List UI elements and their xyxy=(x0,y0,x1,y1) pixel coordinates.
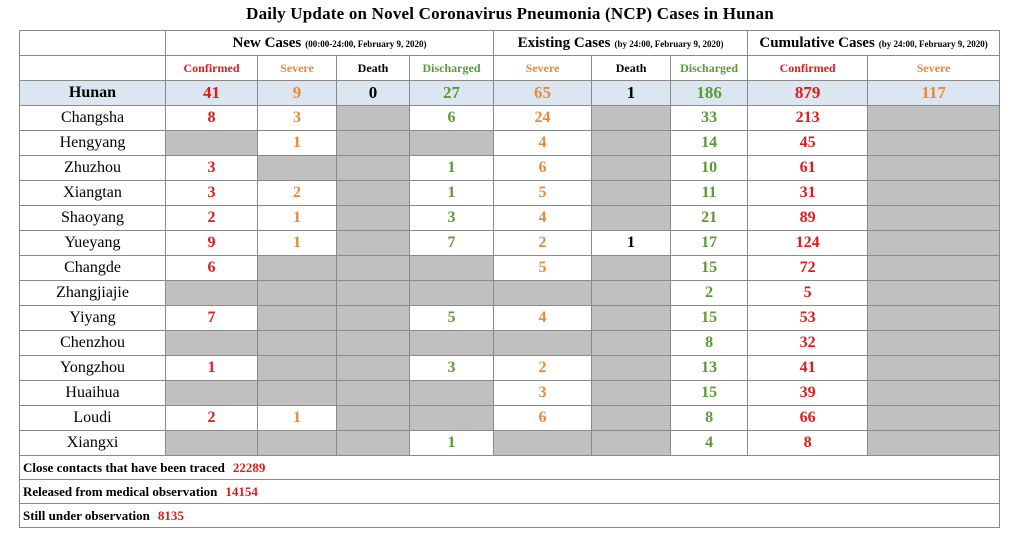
table-body xyxy=(20,31,1000,528)
footer-value: 8135 xyxy=(157,507,184,523)
empty-cell xyxy=(166,381,258,406)
value-cell: 117 xyxy=(868,81,1000,106)
empty-cell xyxy=(410,281,494,306)
empty-cell xyxy=(337,406,410,431)
group-title: Existing Cases xyxy=(517,35,611,51)
empty-cell xyxy=(337,331,410,356)
value-cell: 1 xyxy=(410,181,494,206)
cases-table xyxy=(19,30,1000,528)
group-title: New Cases xyxy=(232,35,302,51)
group-note: (by 24:00, February 9, 2020) xyxy=(614,39,724,49)
value-cell: 6 xyxy=(166,256,258,281)
page-title: Daily Update on Novel Coronavirus Pneumonia (NCP) Cases in Hunan xyxy=(246,4,774,23)
value-cell: 4 xyxy=(494,206,592,231)
value-cell: 14 xyxy=(671,131,748,156)
empty-cell xyxy=(592,156,671,181)
table-row xyxy=(20,131,1000,156)
value-cell: 15 xyxy=(671,256,748,281)
value-cell: 879 xyxy=(748,81,868,106)
empty-cell xyxy=(592,256,671,281)
value-cell: 3 xyxy=(494,381,592,406)
footer-row xyxy=(20,504,1000,528)
value-cell: 213 xyxy=(748,106,868,131)
empty-cell xyxy=(592,406,671,431)
empty-cell xyxy=(592,106,671,131)
city-name: Shaoyang xyxy=(20,206,166,231)
value-cell: 5 xyxy=(410,306,494,331)
value-cell: 41 xyxy=(166,81,258,106)
empty-cell xyxy=(592,181,671,206)
column-header-confirmed: Confirmed xyxy=(166,56,258,81)
value-cell: 3 xyxy=(258,106,337,131)
empty-cell xyxy=(258,356,337,381)
value-cell: 15 xyxy=(671,381,748,406)
value-cell: 6 xyxy=(494,156,592,181)
empty-cell xyxy=(592,431,671,456)
value-cell: 15 xyxy=(671,306,748,331)
empty-cell xyxy=(166,431,258,456)
empty-cell xyxy=(410,331,494,356)
empty-cell xyxy=(410,131,494,156)
value-cell: 6 xyxy=(494,406,592,431)
value-cell: 53 xyxy=(748,306,868,331)
table-row xyxy=(20,306,1000,331)
table-row xyxy=(20,256,1000,281)
footer-row xyxy=(20,456,1000,480)
value-cell: 124 xyxy=(748,231,868,256)
value-cell: 24 xyxy=(494,106,592,131)
empty-cell xyxy=(258,256,337,281)
value-cell: 7 xyxy=(166,306,258,331)
value-cell: 1 xyxy=(258,206,337,231)
empty-cell xyxy=(592,281,671,306)
value-cell: 9 xyxy=(258,81,337,106)
empty-cell xyxy=(868,106,1000,131)
city-name: Changsha xyxy=(20,106,166,131)
value-cell: 72 xyxy=(748,256,868,281)
empty-cell xyxy=(258,306,337,331)
empty-cell xyxy=(258,281,337,306)
city-name: Zhuzhou xyxy=(20,156,166,181)
empty-cell xyxy=(410,406,494,431)
column-header-severe: Severe xyxy=(868,56,1000,81)
value-cell: 2 xyxy=(166,206,258,231)
value-cell: 6 xyxy=(410,106,494,131)
city-name: Hengyang xyxy=(20,131,166,156)
table-row xyxy=(20,431,1000,456)
empty-cell xyxy=(592,381,671,406)
city-name: Yiyang xyxy=(20,306,166,331)
empty-cell xyxy=(337,256,410,281)
empty-cell xyxy=(410,381,494,406)
value-cell: 2 xyxy=(494,231,592,256)
value-cell: 2 xyxy=(494,356,592,381)
value-cell: 1 xyxy=(592,81,671,106)
value-cell: 5 xyxy=(494,181,592,206)
empty-cell xyxy=(868,156,1000,181)
column-header-discharged: Discharged xyxy=(671,56,748,81)
corner-cell xyxy=(20,31,166,56)
empty-cell xyxy=(258,156,337,181)
value-cell: 2 xyxy=(166,406,258,431)
value-cell: 8 xyxy=(671,331,748,356)
value-cell: 7 xyxy=(410,231,494,256)
value-cell: 10 xyxy=(671,156,748,181)
footer-cell xyxy=(20,504,1000,528)
footer-cell xyxy=(20,456,1000,480)
empty-cell xyxy=(258,331,337,356)
city-name: Chenzhou xyxy=(20,331,166,356)
city-name: Xiangtan xyxy=(20,181,166,206)
column-header-severe: Severe xyxy=(258,56,337,81)
empty-cell xyxy=(337,181,410,206)
value-cell: 5 xyxy=(748,281,868,306)
city-name: Yueyang xyxy=(20,231,166,256)
value-cell: 4 xyxy=(494,306,592,331)
value-cell: 186 xyxy=(671,81,748,106)
footer-label: Still under observation xyxy=(23,507,150,523)
empty-cell xyxy=(166,281,258,306)
empty-cell xyxy=(337,356,410,381)
value-cell: 66 xyxy=(748,406,868,431)
city-name: Zhangjiajie xyxy=(20,281,166,306)
value-cell: 65 xyxy=(494,81,592,106)
value-cell: 5 xyxy=(494,256,592,281)
empty-cell xyxy=(337,306,410,331)
empty-cell xyxy=(868,256,1000,281)
empty-cell xyxy=(337,156,410,181)
table-row xyxy=(20,406,1000,431)
group-header-existing-cases xyxy=(494,31,748,56)
empty-cell xyxy=(592,356,671,381)
group-note: (by 24:00, February 9, 2020) xyxy=(878,39,988,49)
group-title: Cumulative Cases xyxy=(759,35,875,51)
value-cell: 61 xyxy=(748,156,868,181)
value-cell: 17 xyxy=(671,231,748,256)
table-row xyxy=(20,281,1000,306)
table-row xyxy=(20,231,1000,256)
empty-cell xyxy=(494,281,592,306)
value-cell: 89 xyxy=(748,206,868,231)
empty-cell xyxy=(494,431,592,456)
value-cell: 2 xyxy=(671,281,748,306)
group-header-new-cases xyxy=(166,31,494,56)
empty-cell xyxy=(337,231,410,256)
empty-cell xyxy=(337,206,410,231)
value-cell: 31 xyxy=(748,181,868,206)
empty-cell xyxy=(592,131,671,156)
table-row xyxy=(20,331,1000,356)
value-cell: 0 xyxy=(337,81,410,106)
city-name: Xiangxi xyxy=(20,431,166,456)
value-cell: 8 xyxy=(748,431,868,456)
group-header-cumulative-cases xyxy=(748,31,1000,56)
footer-value: 14154 xyxy=(225,483,258,499)
table-row xyxy=(20,106,1000,131)
column-header-confirmed: Confirmed xyxy=(748,56,868,81)
value-cell: 27 xyxy=(410,81,494,106)
empty-cell xyxy=(592,306,671,331)
value-cell: 3 xyxy=(166,181,258,206)
column-header-death: Death xyxy=(592,56,671,81)
empty-cell xyxy=(868,181,1000,206)
empty-cell xyxy=(258,381,337,406)
value-cell: 33 xyxy=(671,106,748,131)
city-name: Loudi xyxy=(20,406,166,431)
value-cell: 1 xyxy=(592,231,671,256)
empty-cell xyxy=(868,406,1000,431)
city-name: Changde xyxy=(20,256,166,281)
value-cell: 41 xyxy=(748,356,868,381)
empty-cell xyxy=(410,256,494,281)
column-header-row xyxy=(20,56,1000,81)
empty-cell xyxy=(868,381,1000,406)
value-cell: 3 xyxy=(410,206,494,231)
value-cell: 3 xyxy=(166,156,258,181)
value-cell: 9 xyxy=(166,231,258,256)
column-header-discharged: Discharged xyxy=(410,56,494,81)
table-row xyxy=(20,181,1000,206)
empty-cell xyxy=(868,356,1000,381)
empty-cell xyxy=(258,431,337,456)
empty-cell xyxy=(337,431,410,456)
group-note: (00:00-24:00, February 9, 2020) xyxy=(305,39,427,49)
value-cell: 45 xyxy=(748,131,868,156)
footer-label: Close contacts that have been traced xyxy=(23,459,225,475)
group-header-row xyxy=(20,31,1000,56)
city-name: Huaihua xyxy=(20,381,166,406)
province-total-row xyxy=(20,81,1000,106)
value-cell: 21 xyxy=(671,206,748,231)
city-name: Hunan xyxy=(20,81,166,106)
value-cell: 1 xyxy=(258,406,337,431)
value-cell: 39 xyxy=(748,381,868,406)
value-cell: 13 xyxy=(671,356,748,381)
empty-cell xyxy=(337,281,410,306)
empty-cell xyxy=(337,381,410,406)
table-row xyxy=(20,356,1000,381)
value-cell: 1 xyxy=(258,231,337,256)
empty-cell xyxy=(166,331,258,356)
value-cell: 4 xyxy=(671,431,748,456)
value-cell: 32 xyxy=(748,331,868,356)
empty-cell xyxy=(868,306,1000,331)
empty-cell xyxy=(868,231,1000,256)
empty-cell xyxy=(337,106,410,131)
footer-row xyxy=(20,480,1000,504)
value-cell: 1 xyxy=(258,131,337,156)
corner-cell xyxy=(20,56,166,81)
value-cell: 3 xyxy=(410,356,494,381)
city-name: Yongzhou xyxy=(20,356,166,381)
table-row xyxy=(20,206,1000,231)
value-cell: 8 xyxy=(671,406,748,431)
footer-cell xyxy=(20,480,1000,504)
empty-cell xyxy=(868,206,1000,231)
empty-cell xyxy=(166,131,258,156)
footer-value: 22289 xyxy=(232,459,266,475)
empty-cell xyxy=(494,331,592,356)
empty-cell xyxy=(868,331,1000,356)
empty-cell xyxy=(868,131,1000,156)
value-cell: 11 xyxy=(671,181,748,206)
column-header-death: Death xyxy=(337,56,410,81)
empty-cell xyxy=(592,206,671,231)
value-cell: 2 xyxy=(258,181,337,206)
value-cell: 1 xyxy=(166,356,258,381)
column-header-severe: Severe xyxy=(494,56,592,81)
table-row xyxy=(20,381,1000,406)
value-cell: 1 xyxy=(410,431,494,456)
empty-cell xyxy=(868,431,1000,456)
value-cell: 1 xyxy=(410,156,494,181)
empty-cell xyxy=(592,331,671,356)
table-row xyxy=(20,156,1000,181)
value-cell: 8 xyxy=(166,106,258,131)
footer-label: Released from medical observation xyxy=(23,483,218,499)
empty-cell xyxy=(337,131,410,156)
value-cell: 4 xyxy=(494,131,592,156)
empty-cell xyxy=(868,281,1000,306)
